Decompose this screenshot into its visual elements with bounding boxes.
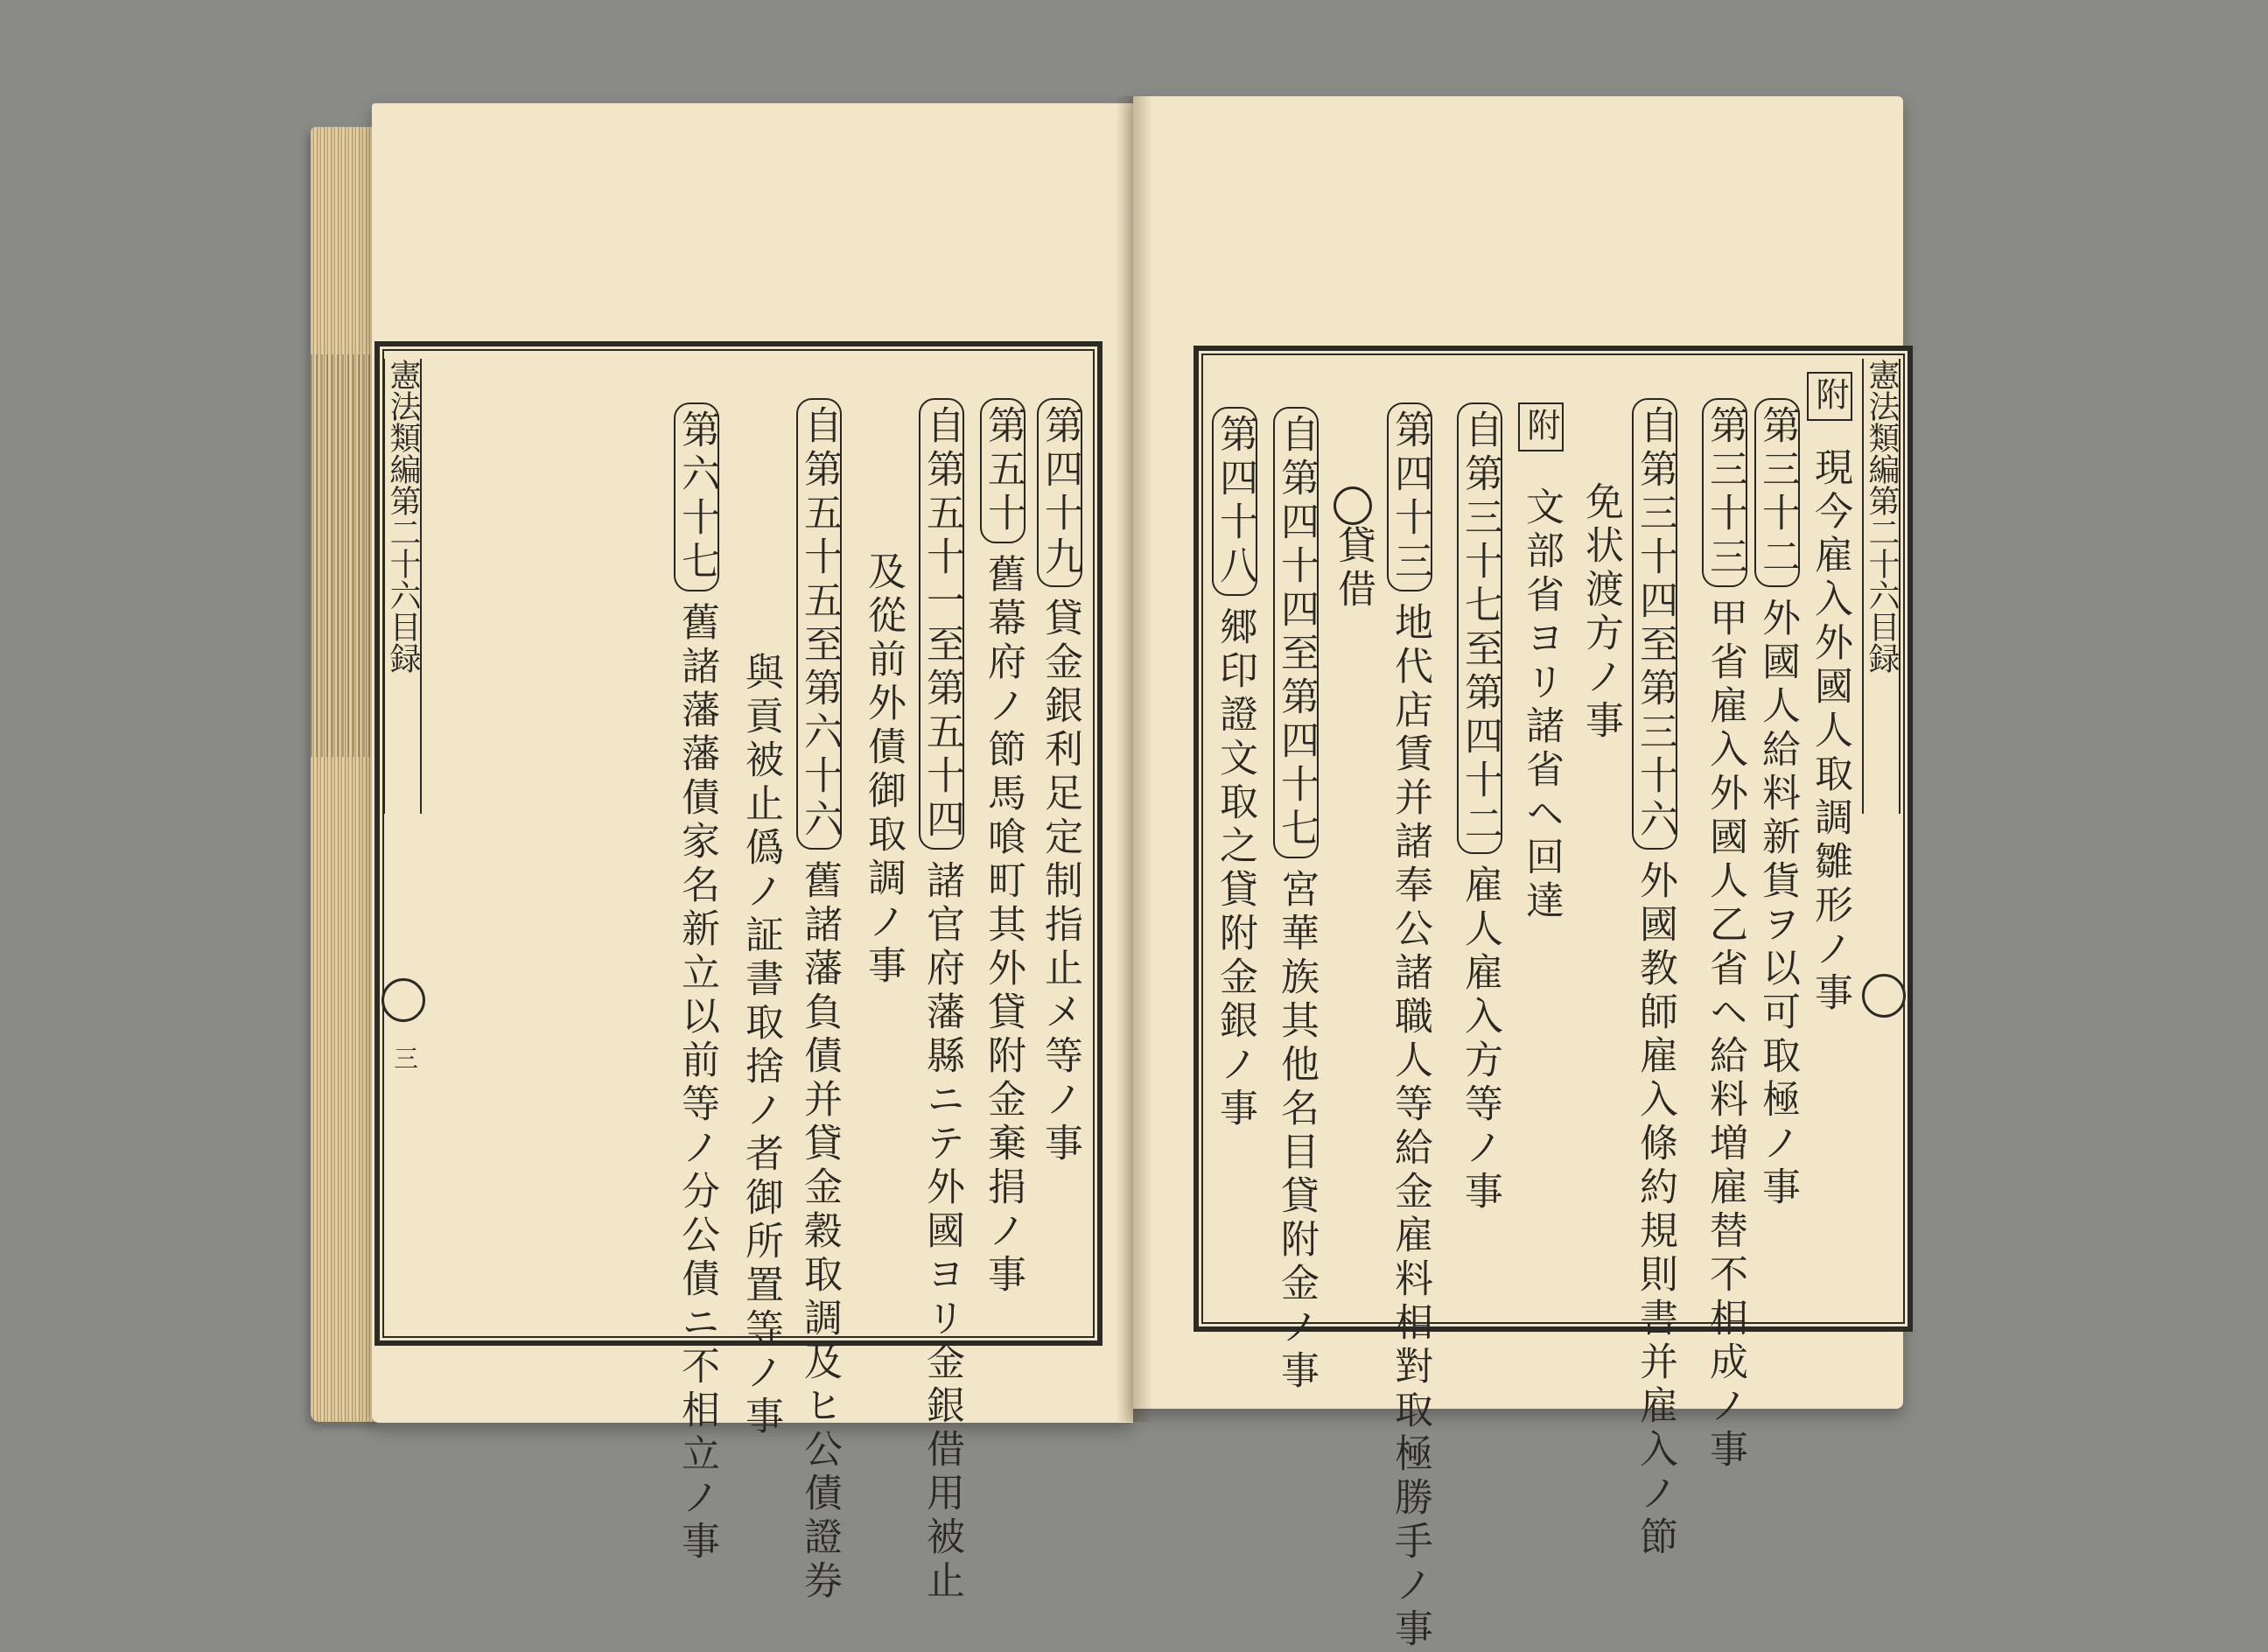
- entry: 自第三十七至第四十二雇人雇入方等ノ事: [1457, 402, 1502, 1214]
- entry: 附文部省ヨリ諸省ヘ回達: [1518, 402, 1564, 924]
- entry: 第四十九貸金銀利足定制指止メ等ノ事: [1037, 398, 1082, 1166]
- left-folio: 三: [390, 1046, 419, 1070]
- section-heading: 貸借: [1331, 525, 1376, 612]
- entry: 附現今雇入外國人取調雛形ノ事: [1807, 372, 1852, 1016]
- entry: 及從前外債御取調ノ事: [861, 551, 906, 989]
- entry: 第三十三甲省雇入外國人乙省ヘ給料増雇替不相成ノ事: [1702, 398, 1747, 1473]
- entry: 第四十八郷印證文取之貸附金銀ノ事: [1212, 407, 1257, 1131]
- entry: 自第三十四至第三十六外國教師雇入條約規則書并雇入ノ節: [1632, 398, 1677, 1560]
- entry: 與貢被止僞ノ証書取捨ノ者御所置等ノ事: [738, 652, 783, 1439]
- left-spine-title: 憲法類編 第二十六目録: [383, 359, 422, 814]
- fish-tail-mark: [382, 978, 425, 1022]
- fish-tail-mark: [1862, 974, 1906, 1018]
- entry: 第五十舊幕府ノ節馬喰町其外貸附金棄捐ノ事: [980, 398, 1026, 1298]
- entry: 第六十七舊諸藩藩債家名新立以前等ノ分公債ニ不相立ノ事: [674, 402, 719, 1564]
- section-circle-icon: [1334, 486, 1372, 525]
- entry: 自第五十五至第六十六舊諸藩負債并貸金穀取調及ヒ公債證券: [796, 398, 842, 1604]
- entry: 第三十二外國人給料新貨ヲ以可取極ノ事: [1754, 398, 1800, 1210]
- page-edges: [311, 127, 381, 1422]
- book-gutter: [1116, 96, 1152, 1422]
- right-spine-title: 憲法類編 第二十六目録: [1862, 359, 1900, 814]
- entry: 免状渡方ノ事: [1578, 481, 1623, 744]
- entry: 自第五十一至第五十四諸官府藩縣ニテ外國ヨリ金銀借用被止: [919, 398, 964, 1604]
- entry: 第四十三地代店賃并諸奉公諸職人等給金雇料相對取極勝手ノ事: [1387, 402, 1432, 1652]
- entry: 自第四十四至第四十七宮華族其他名目貸附金ノ事: [1273, 407, 1319, 1394]
- edge-label: [311, 354, 381, 757]
